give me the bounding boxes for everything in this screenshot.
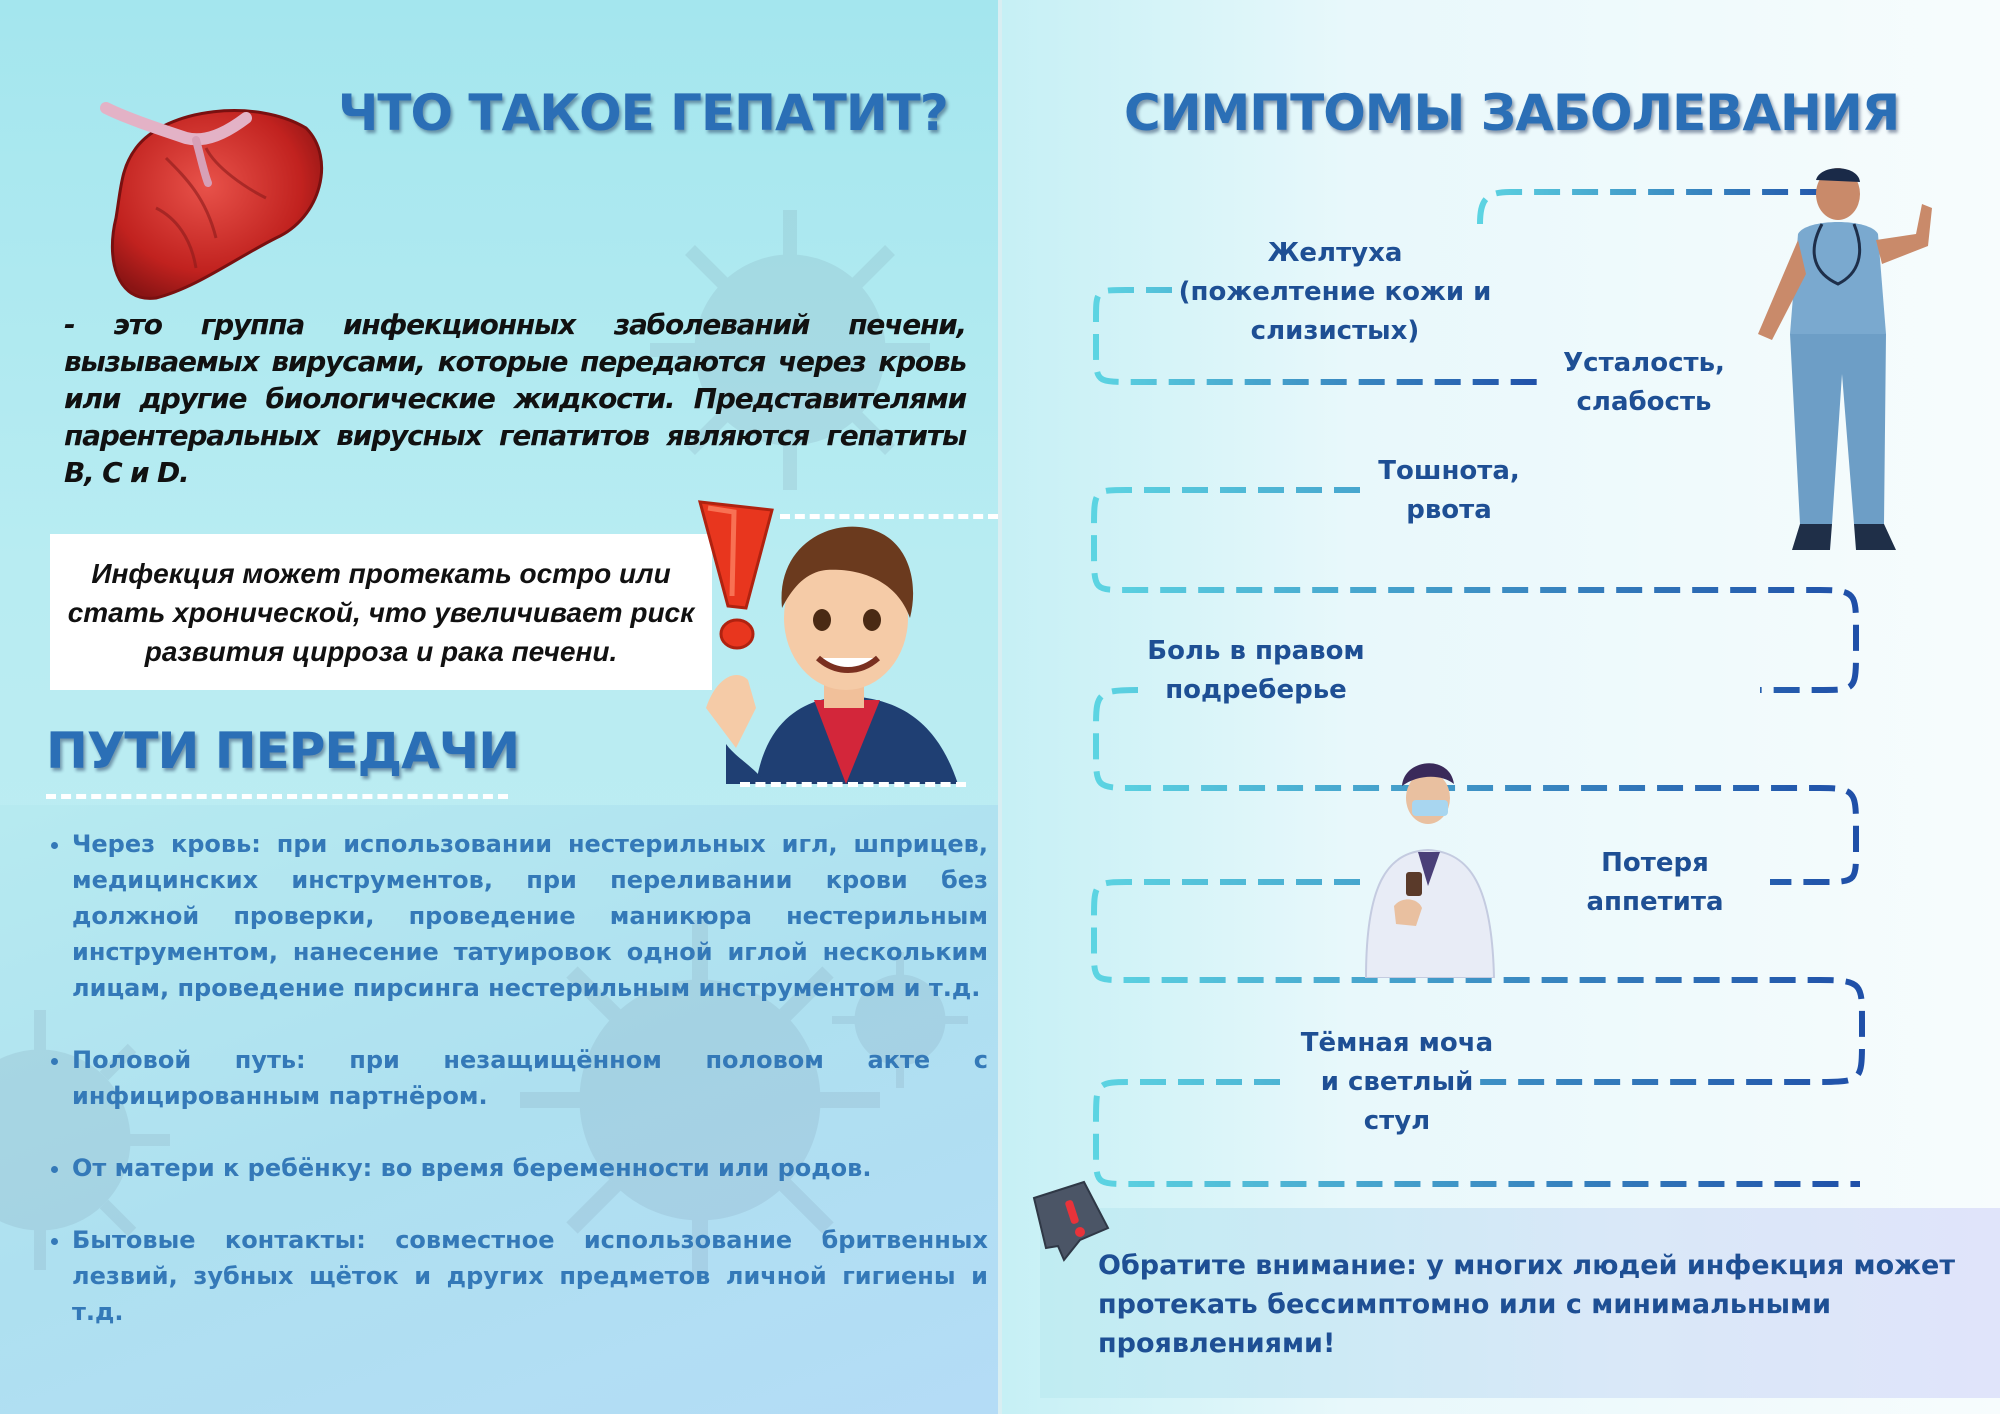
dashed-underline-right (740, 782, 966, 787)
left-panel (0, 0, 998, 1414)
info-box (50, 534, 712, 690)
title-transmission-paths: ПУТИ ПЕРЕДАЧИ (46, 722, 520, 780)
symptom-jaundice: Желтуха (пожелтение кожи и слизистых) (1178, 238, 1492, 346)
transmission-list (46, 826, 988, 1366)
symptom-pain: Боль в правом подреберье (1147, 636, 1365, 705)
title-symptoms: СИМПТОМЫ ЗАБОЛЕВАНИЯ (1124, 84, 1900, 142)
note-text: Обратите внимание: у многих людей инфекция может протекать бессимптомно или с минимальными проявлениями! (1098, 1250, 1955, 1359)
title-what-is-hepatitis: ЧТО ТАКОЕ ГЕПАТИТ? (338, 84, 948, 142)
hepatitis-definition: - это группа инфекционных заболеваний печени, вызываемых вирусами, которые передаются через кровь или другие биологические жидкости. Представителями парентеральных вирусных гепатитов являются гепатиты B, C и D. (64, 308, 966, 489)
list-item: • От матери к ребёнку: во время беременности или родов. (72, 1150, 988, 1186)
list-item: • Через кровь: при использовании нестерильных игл, шприцев, медицинских инструментов, при переливании крови без должной проверки, проведение маникюра нестерильным инструментом, нанесение татуировок одной иглой нескольким лицам, проведение пирсинга нестерильным инструментом и т.д. (72, 826, 988, 1006)
symptom-fatigue: Усталость, слабость (1563, 348, 1725, 417)
symptom-nausea: Тошнота, рвота (1378, 456, 1520, 525)
doctor-icon (1746, 164, 1936, 560)
man-icon (696, 508, 968, 784)
list-item: • Бытовые контакты: совместное использование бритвенных лезвий, зубных щёток и других предметов личной гигиены и т.д. (72, 1222, 988, 1330)
list-item: • Половой путь: при незащищённом половом акте с инфицированным партнёром. (72, 1042, 988, 1114)
symptom-urine: Тёмная моча и светлый стул (1300, 1028, 1494, 1136)
nurse-icon (1346, 756, 1512, 978)
symptom-appetite: Потеря аппетита (1586, 848, 1724, 917)
info-box-text: Инфекция может протекать остро или стать хронической, что увеличивает риск развития цирроза и рака печени. (67, 558, 695, 667)
liver-icon (96, 88, 332, 304)
dashed-underline (46, 794, 508, 799)
